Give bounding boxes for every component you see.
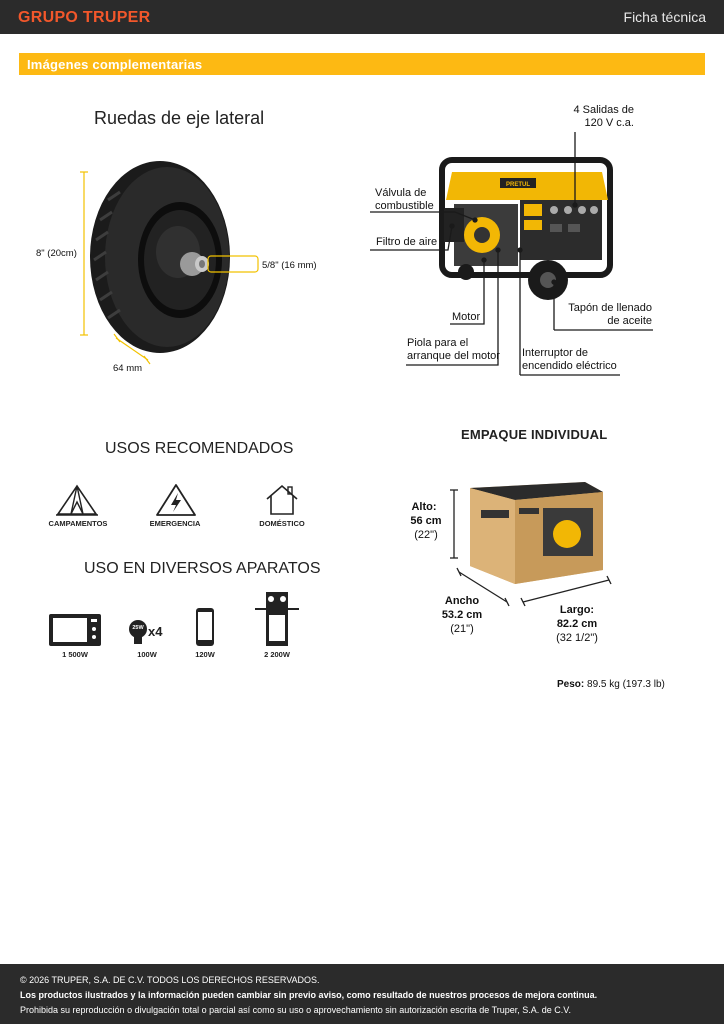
- tent-icon: [56, 482, 98, 518]
- stove-icon: [254, 591, 300, 647]
- package-width-cm: 53.2 cm: [441, 609, 483, 621]
- house-icon: [264, 483, 300, 517]
- package-weight-label: Peso:: [557, 679, 585, 690]
- package-length-cm: 82.2 cm: [556, 618, 598, 630]
- document-type: Ficha técnica: [623, 9, 706, 25]
- appliance-label-stove: 2 200W: [264, 650, 290, 659]
- use-label-domestic: DOMÉSTICO: [259, 519, 305, 528]
- callout-pull-cord: Piola para el arranque del motor: [407, 337, 500, 362]
- appliance-label-microwave: 1 500W: [62, 650, 88, 659]
- appliances-title: USO EN DIVERSOS APARATOS: [84, 560, 321, 577]
- warning-lightning-icon: [155, 482, 197, 518]
- callout-air-filter: Filtro de aire: [376, 236, 438, 248]
- callout-fuel-valve: Válvula de combustible: [375, 187, 434, 212]
- generator-brand-text: PRETUL: [506, 182, 530, 188]
- package-height-label: Alto:: [411, 501, 437, 513]
- footer-rights: Prohibida su reproducción o divulgación total o parcial así como su uso o aprovechamiento sin autorización escrita de Truper, S.A. de C.V.: [20, 1005, 571, 1015]
- footer: [0, 964, 724, 1024]
- wheel-width-label: 64 mm: [113, 363, 143, 374]
- package-title: EMPAQUE INDIVIDUAL: [461, 427, 608, 442]
- package-weight: [557, 679, 665, 690]
- package-height-in: (22"): [414, 529, 438, 541]
- phone-icon: [195, 607, 215, 647]
- package-weight-value: 89.5 kg (197.3 lb): [587, 679, 665, 690]
- header-bar: [0, 0, 724, 34]
- microwave-icon: [48, 613, 102, 647]
- section-title: Imágenes complementarias: [27, 57, 203, 72]
- footer-notice: Los productos ilustrados y la información pueden cambiar sin previo aviso, como resultado de nuestros procesos de mejora continua.: [20, 990, 598, 1000]
- package-length-label: Largo:: [559, 604, 595, 616]
- uses-title: USOS RECOMENDADOS: [105, 440, 294, 457]
- bulb-multiplier: x4: [148, 624, 163, 639]
- bulb-wattage: 25W: [132, 625, 144, 631]
- package-length-in: (32 1/2"): [556, 632, 598, 644]
- wheel-height-label: 8" (20cm): [36, 248, 77, 259]
- package-height-cm: 56 cm: [410, 515, 442, 527]
- use-label-emergency: EMERGENCIA: [149, 519, 201, 528]
- wheel-title: Ruedas de eje lateral: [94, 108, 265, 128]
- appliance-label-phone: 120W: [195, 650, 215, 659]
- appliance-label-bulb: 100W: [137, 650, 157, 659]
- wheel-axle-label: 5/8" (16 mm): [262, 260, 317, 271]
- section-header: [19, 53, 705, 75]
- callout-oil-cap: Tapón de llenado de aceite: [568, 302, 652, 327]
- package-width-in: (21"): [450, 623, 474, 635]
- callout-motor: Motor: [452, 311, 481, 323]
- footer-copyright: © 2026 TRUPER, S.A. DE C.V. TODOS LOS DERECHOS RESERVADOS.: [20, 975, 320, 985]
- brand-logo: GRUPO TRUPER: [18, 9, 151, 26]
- callout-outlets: 4 Salidas de 120 V c.a.: [573, 104, 634, 129]
- callout-switch: Interruptor de encendido eléctrico: [522, 347, 617, 372]
- bulb-icon: [127, 619, 149, 647]
- use-label-camping: CAMPAMENTOS: [48, 519, 108, 528]
- package-width-label: Ancho: [444, 595, 480, 607]
- package-box-image: [445, 478, 615, 608]
